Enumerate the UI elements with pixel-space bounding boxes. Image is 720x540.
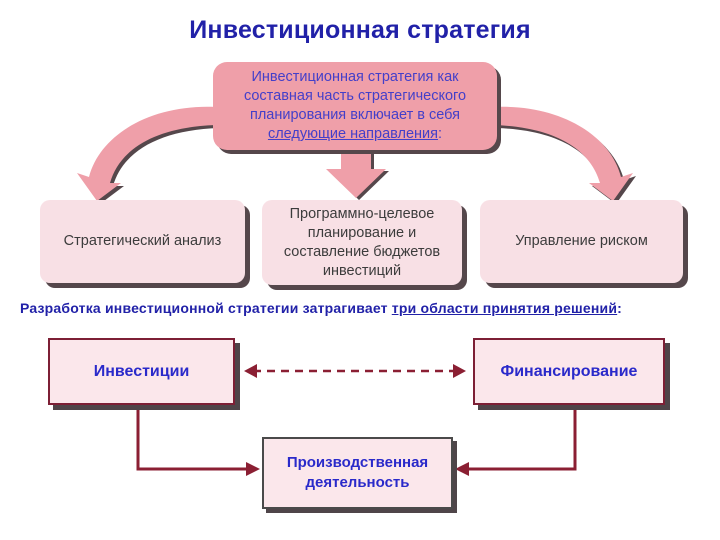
callout-text (221, 68, 489, 144)
decision-box-investments (48, 338, 235, 405)
curved-arrow-right-icon (494, 107, 636, 204)
callout-underlined-text: следующие направления (267, 126, 439, 142)
direction-box-label: Программно-целевое планирование и составление бюджетов инвестиций (283, 205, 441, 279)
dashed-double-arrow (244, 364, 466, 378)
decision-box-financing (473, 338, 665, 405)
curved-arrow-left-icon (77, 107, 219, 204)
statement-text-before: Разработка инвестиционной стратегии затрагивает (20, 300, 392, 316)
direction-box-label: Управление риском (515, 233, 648, 249)
direction-box-risk-management (480, 200, 683, 283)
callout-text-before: Инвестиционная стратегия как составная часть стратегического планирования включает в себя (243, 69, 467, 123)
statement-underlined-text: три области принятия решений (391, 300, 618, 316)
decision-box-label: Производственная деятельность (286, 454, 429, 491)
left-elbow-connector (138, 407, 260, 476)
statement-line (20, 300, 622, 316)
page-title: Инвестиционная стратегия (189, 16, 531, 44)
right-elbow-connector (455, 407, 575, 476)
callout-strategy-description (213, 62, 497, 150)
down-arrow-icon (326, 146, 389, 200)
statement-suffix: : (617, 300, 623, 316)
callout-suffix: : (438, 126, 443, 142)
decision-box-label: Инвестиции (93, 362, 190, 380)
direction-box-label: Стратегический анализ (63, 233, 222, 249)
decision-box-label: Финансирование (500, 362, 638, 380)
direction-box-strategic-analysis (40, 200, 245, 283)
direction-box-program-planning (262, 200, 462, 285)
decision-box-production-activity (262, 437, 453, 509)
